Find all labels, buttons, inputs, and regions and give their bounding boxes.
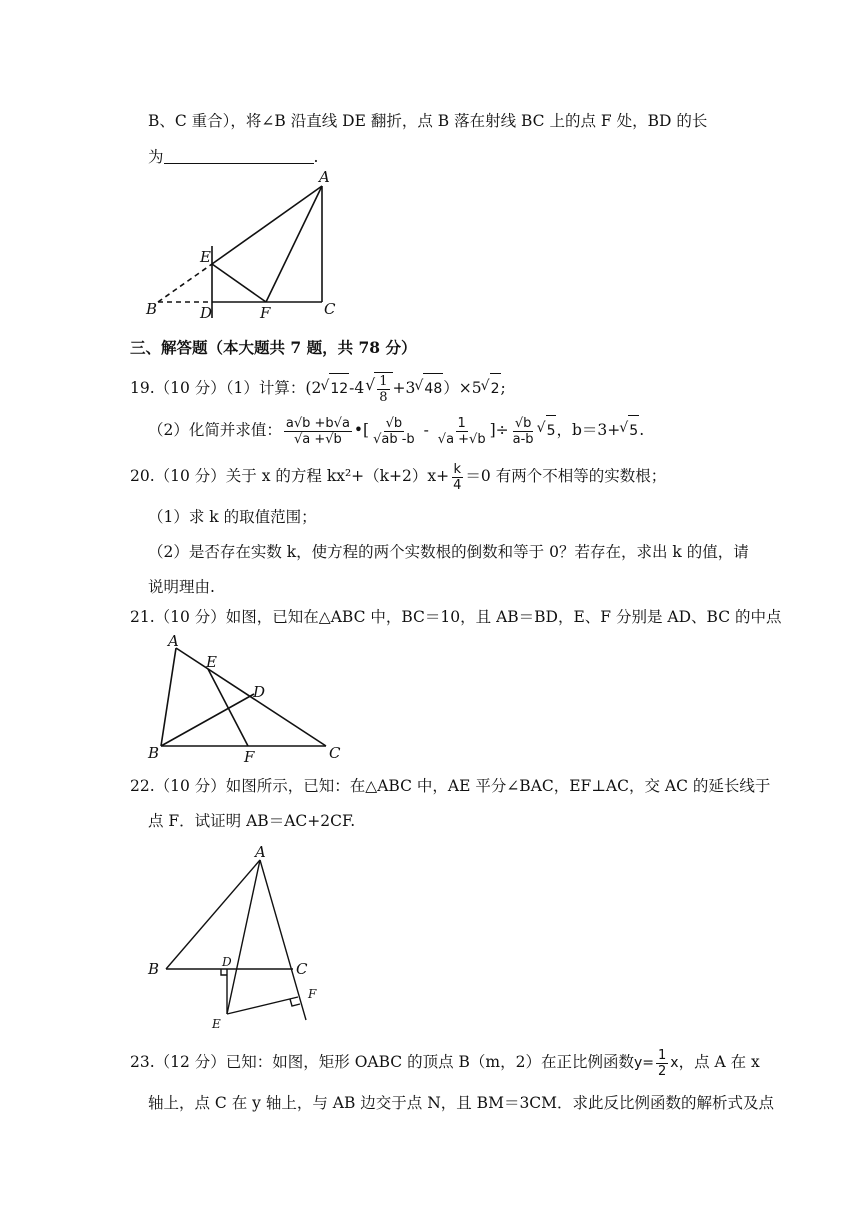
q20-suffix: ＝0 有两个不相等的实数根； <box>465 467 667 485</box>
fig18-label-C: C <box>324 300 336 318</box>
q22-line2: 点 F．试证明 AB＝AC+2CF. <box>148 812 356 830</box>
frac1-num: a√b +b√a <box>285 415 350 431</box>
q23-frac-num: 1 <box>658 1047 667 1063</box>
q21-text: 21.（10 分）如图，已知在△ABC 中，BC＝10，且 AB＝BD，E、F 分别是 AD、BC 的中点 <box>130 608 782 626</box>
q23-func-y: y= <box>633 1055 654 1071</box>
q23-prefix: 23.（12 分）已知：如图，矩形 OABC 的顶点 B（m，2）在正比例函数 <box>130 1053 634 1071</box>
q19-p1-prefix: 19.（10 分）（1）计算：(2 <box>130 379 322 397</box>
q19-p1-suffix: ）×5 <box>443 379 482 397</box>
q23-line1 <box>130 1047 760 1079</box>
q19-p2-minus: - <box>418 421 434 439</box>
fig18-label-D: D <box>200 304 213 322</box>
q19-p1-end: ; <box>500 379 506 397</box>
fig22-label-C: C <box>296 960 308 978</box>
q19-p2-dotend: . <box>639 421 645 439</box>
q23-func-x: x <box>670 1055 679 1071</box>
q20-prefix: 20.（10 分）关于 x 的方程 kx²+（k+2）x+ <box>130 467 450 485</box>
q20-sub2: （2）是否存在实数 k，使方程的两个实数根的倒数和等于 0？若存在，求出 k 的值，请 <box>148 543 749 561</box>
frac-den: 8 <box>379 389 388 405</box>
fig22-label-E: E <box>212 1017 221 1031</box>
sqrt-48: √ 48 <box>423 373 443 404</box>
q20-frac-den: 4 <box>453 477 462 493</box>
q23-frac-den: 2 <box>658 1063 667 1079</box>
fig18-label-F: F <box>260 304 271 322</box>
fig22-edge-AF <box>260 860 306 1020</box>
fig21-label-E: E <box>206 653 217 671</box>
q20-sub1: （1）求 k 的取值范围； <box>148 508 317 526</box>
frac3-num: 1 <box>457 415 466 431</box>
frac4-den: a-b <box>512 431 534 447</box>
q19-p2-prefix: （2）化简并求值： <box>148 421 282 439</box>
fig21-label-F: F <box>244 748 255 766</box>
fig22-right-angle-F <box>290 999 300 1006</box>
fig21-label-A: A <box>168 632 179 650</box>
q19-p1-plus: +3 <box>392 379 416 397</box>
fig22-edge-AE <box>227 860 260 1014</box>
q19-p2-end: ，b＝3+ <box>556 421 621 439</box>
section-3-title: 三、解答题（本大题共 7 题，共 78 分） <box>130 338 417 357</box>
q19-p2-dot: •[ <box>353 421 370 439</box>
fig22-right-angle-D <box>221 969 227 975</box>
frac1-den: √a +√b <box>293 431 342 447</box>
q19-p2-div: ]÷ <box>489 421 509 439</box>
sqrt-5b: √ 5 <box>628 415 639 446</box>
q23-suffix: ，点 A 在 x <box>678 1053 760 1071</box>
fig21-label-C: C <box>329 744 341 762</box>
sqrt-5: √ 5 <box>546 415 557 446</box>
fig18-label-B: B <box>146 300 158 318</box>
q22-line1: 22.（10 分）如图所示，已知：在△ABC 中，AE 平分∠BAC，EF⊥AC，交 AC 的延长线于 <box>130 777 771 795</box>
fig22-label-A: A <box>255 843 266 861</box>
q20-sub2b: 说明理由. <box>148 578 215 596</box>
fig22-label-B: B <box>148 960 160 978</box>
q18-end: . <box>313 148 319 166</box>
q20-frac-num: k <box>453 461 462 477</box>
q23-line2: 轴上，点 C 在 y 轴上，与 AB 边交于点 N，且 BM＝3CM．求此反比例函数的解析式及点 <box>148 1094 775 1112</box>
q18-text-line1: B、C 重合），将∠B 沿直线 DE 翻折，点 B 落在射线 BC 上的点 F 处，BD 的长 <box>148 112 708 130</box>
frac-num: √ 1 <box>379 373 388 389</box>
frac3-den: √a +√b <box>437 431 486 447</box>
fig22-edge-EF <box>227 997 298 1014</box>
fig22-label-D: D <box>222 955 232 969</box>
fig21-label-D: D <box>253 683 266 701</box>
fig22-label-F: F <box>308 987 317 1001</box>
fig18-label-E: E <box>200 248 211 266</box>
sqrt-12: √ 12 <box>329 373 349 404</box>
frac4-num: √b <box>514 415 532 431</box>
fig22-edge-AB <box>166 860 260 969</box>
q19-p1-minus: -4 <box>349 379 365 397</box>
fig21-label-B: B <box>148 744 160 762</box>
frac2-den: √ab -b <box>373 431 415 447</box>
q18-prefix: 为 <box>148 148 164 166</box>
sqrt-2: √ 2 <box>490 373 501 404</box>
fig18-label-A: A <box>319 168 330 186</box>
frac2-num: √b <box>385 415 403 431</box>
